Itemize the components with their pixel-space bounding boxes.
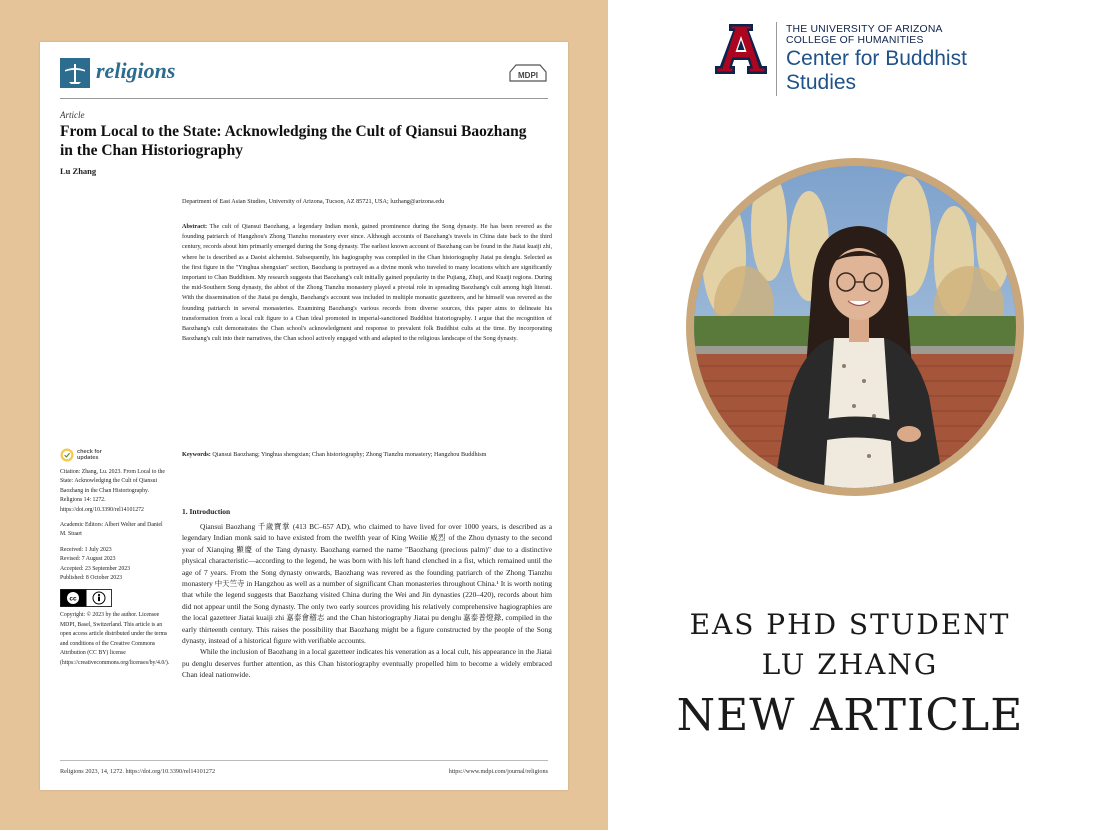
citation: Citation: Zhang, Lu. 2023. From Local to the State: Acknowledging the Cult of Qiansui Baozhang in the Chan Historiography. Religions 14: 1272. https://doi.org/10.3390/rel14101272 — [60, 469, 165, 513]
svg-text:cc: cc — [69, 595, 77, 603]
intro-heading: 1. Introduction — [182, 507, 231, 516]
accepted-date: Accepted: 23 September 2023 — [60, 565, 131, 572]
intro-paragraph-2: While the inclusion of Baozhang in a local gazetteer indicates his veneration as a local cult, his appearance in the Jiatai pu denglu deserves further attention, as this Chan historiography eventually propelled him to become a widely embraced Chan ideal nationwide. — [182, 647, 552, 680]
portrait-frame — [686, 158, 1024, 496]
keywords — [182, 450, 552, 460]
footer-rule — [60, 760, 548, 761]
keywords-label: Keywords: — [182, 451, 211, 458]
author-affiliation: Department of East Asian Studies, University of Arizona, Tucson, AZ 85721, USA; luzhang@arizona.edu — [182, 198, 445, 205]
header-rule — [60, 98, 548, 99]
center-name-line1: Center for Buddhist — [786, 47, 967, 70]
caption-line-1: EAS PHD STUDENT — [689, 608, 1011, 641]
article-author: Lu Zhang — [60, 166, 97, 176]
mdpi-logo-icon — [508, 62, 548, 84]
journal-logo-icon — [60, 58, 90, 88]
footer-citation: Religions 2023, 14, 1272. https://doi.org/10.3390/rel14101272 — [60, 768, 216, 775]
copyright-notice: Copyright: © 2023 by the author. Licensee MDPI, Basel, Switzerland. This article is an open access article distributed under the terms and conditions of the Creative Commons Attribution (CC BY) license (https://creativecommons.org/licenses/by/4.0/). — [60, 612, 170, 666]
college-name: COLLEGE OF HUMANITIES — [786, 35, 924, 46]
intro-paragraph-1: Qiansui Baozhang 千歲寶掌 (413 BC–657 AD), who claimed to have lived for over 1000 years, is described as a legendary Indian monk said to have existed from the twelfth year of King Weilie 威烈 of the Zhou dynasty to the second year of Xianqing 顯慶 of the Tang dynasty. Baozhang earned the name "Baozhang (precious palm)" due to a distinctive physical characteristic—according to the legend, he was born with his left hand clenched in a fist, which remained until the age of 7 years. From the Song dynasty onwards, Baozhang was revered as the founding patriarch of the Zhong Tianzhu monastery 中天竺寺 in Hangzhou as well as a number of significant Chan monasteries throughout China.¹ It is worth noting that while the legend suggests that Baozhang visited China during the Wei and Jin dynasties (220–420), records about him did not appear until the Song dynasty. The only two early sources providing his relatively comprehensive hagiographies are the local gazetteer Jiatai kuaiji zhi 嘉泰會稽志 and the Chan historiography Jiatai pu denglu 嘉泰普燈錄, compiled in the early thirteenth century. This raises the possibility that Baozhang might be a figure constructed by the people of the Song dynasty, instead of a historical figure with verifiable accounts. — [182, 522, 552, 646]
university-name: THE UNIVERSITY OF ARIZONA — [786, 24, 943, 35]
article-first-page — [40, 42, 568, 790]
published-date: Published: 8 October 2023 — [60, 575, 122, 582]
check-updates-line1: check for — [77, 449, 102, 455]
check-updates-icon — [60, 448, 74, 462]
center-branding — [786, 24, 967, 94]
center-name-line2: Studies — [786, 71, 857, 94]
article-title: From Local to the State: Acknowledging the Cult of Qiansui Baozhang in the Chan Historiography — [60, 123, 527, 159]
journal-name: religions — [96, 58, 176, 83]
revised-date: Revised: 7 August 2023 — [60, 556, 116, 563]
mdpi-wordmark: MDPI — [518, 71, 538, 80]
caption-line-3: NEW ARTICLE — [676, 690, 1024, 741]
university-a-logo-icon — [712, 22, 770, 76]
received-date: Received: 1 July 2023 — [60, 546, 112, 553]
brand-divider — [776, 22, 777, 96]
caption-line-2: LU ZHANG — [761, 648, 939, 681]
keywords-text: Qiansui Baozhang; Yinghua shengxian; Chan historiography; Zhong Tianzhu monastery; Hangzhou Buddhism — [212, 451, 487, 458]
abstract-label: Abstract: — [182, 223, 208, 230]
abstract — [182, 222, 552, 344]
cc-by-license-icon — [60, 589, 112, 607]
check-updates-line2: updates — [77, 455, 99, 461]
check-for-updates-badge[interactable] — [60, 448, 170, 462]
academic-editors: Academic Editors: Albert Welter and Daniel M. Stuart — [60, 522, 163, 538]
intro-body — [182, 521, 552, 681]
portrait-photo — [694, 166, 1016, 488]
journal-header — [60, 56, 548, 92]
abstract-text: The cult of Qiansui Baozhang, a legendary Indian monk, gained prominence during the Song dynasty. He has been revered as the founding patriarch of Hangzhou's Zhong Tianzhu monastery ever since. Although accounts of Baozhang's travels in China date back to the third century, records about him primarily emerged during the Song dynasty. The earliest known account of Baozhang can be found in the Jiatai kuaiji zhi, where he is described as a Daoist alchemist. Subsequently, his hagiography was compiled in the Chan historiography Jiatai pu denglu. Selected as the first figure in the "Yinghua shengxian" section, Baozhang is portrayed as a divine monk who traveled to many locations which are significantly important to Chan Buddhism. My research suggests that Baozhang's cult initially gained popularity in the Pujiang, Zhuji, and Kuaiji regions. During the mid-Southern Song dynasty, the abbot of the Zhong Tianzhu monastery played a pivotal role in spreading Baozhang's cult among high literati. With the dissemination of the Jiatai pu denglu, Baozhang's account was included in multiple monastic gazetteers, and he himself was revered as the founding patriarch in several monasteries. Examining Baozhang's various records from diverse sources, this paper aims to delineate his transformation from a local cult figure to a Chan ideal promoted in imperial-sanctioned Buddhist historiography. I argue that the recognition of Baozhang's cult demonstrates the Chan school's acknowledgment and response to prevalent folk Buddhist cults at the time. By incorporating Baozhang's cult into their narratives, the Chan school actively engaged with and adapted to the religious landscape of the Song dynasty. — [182, 223, 553, 343]
portrait-illustration — [694, 166, 1016, 488]
article-sidebar — [60, 448, 170, 668]
check-updates-text — [77, 449, 102, 461]
article-type: Article — [60, 110, 85, 120]
footer-url[interactable]: https://www.mdpi.com/journal/religions — [448, 768, 548, 775]
